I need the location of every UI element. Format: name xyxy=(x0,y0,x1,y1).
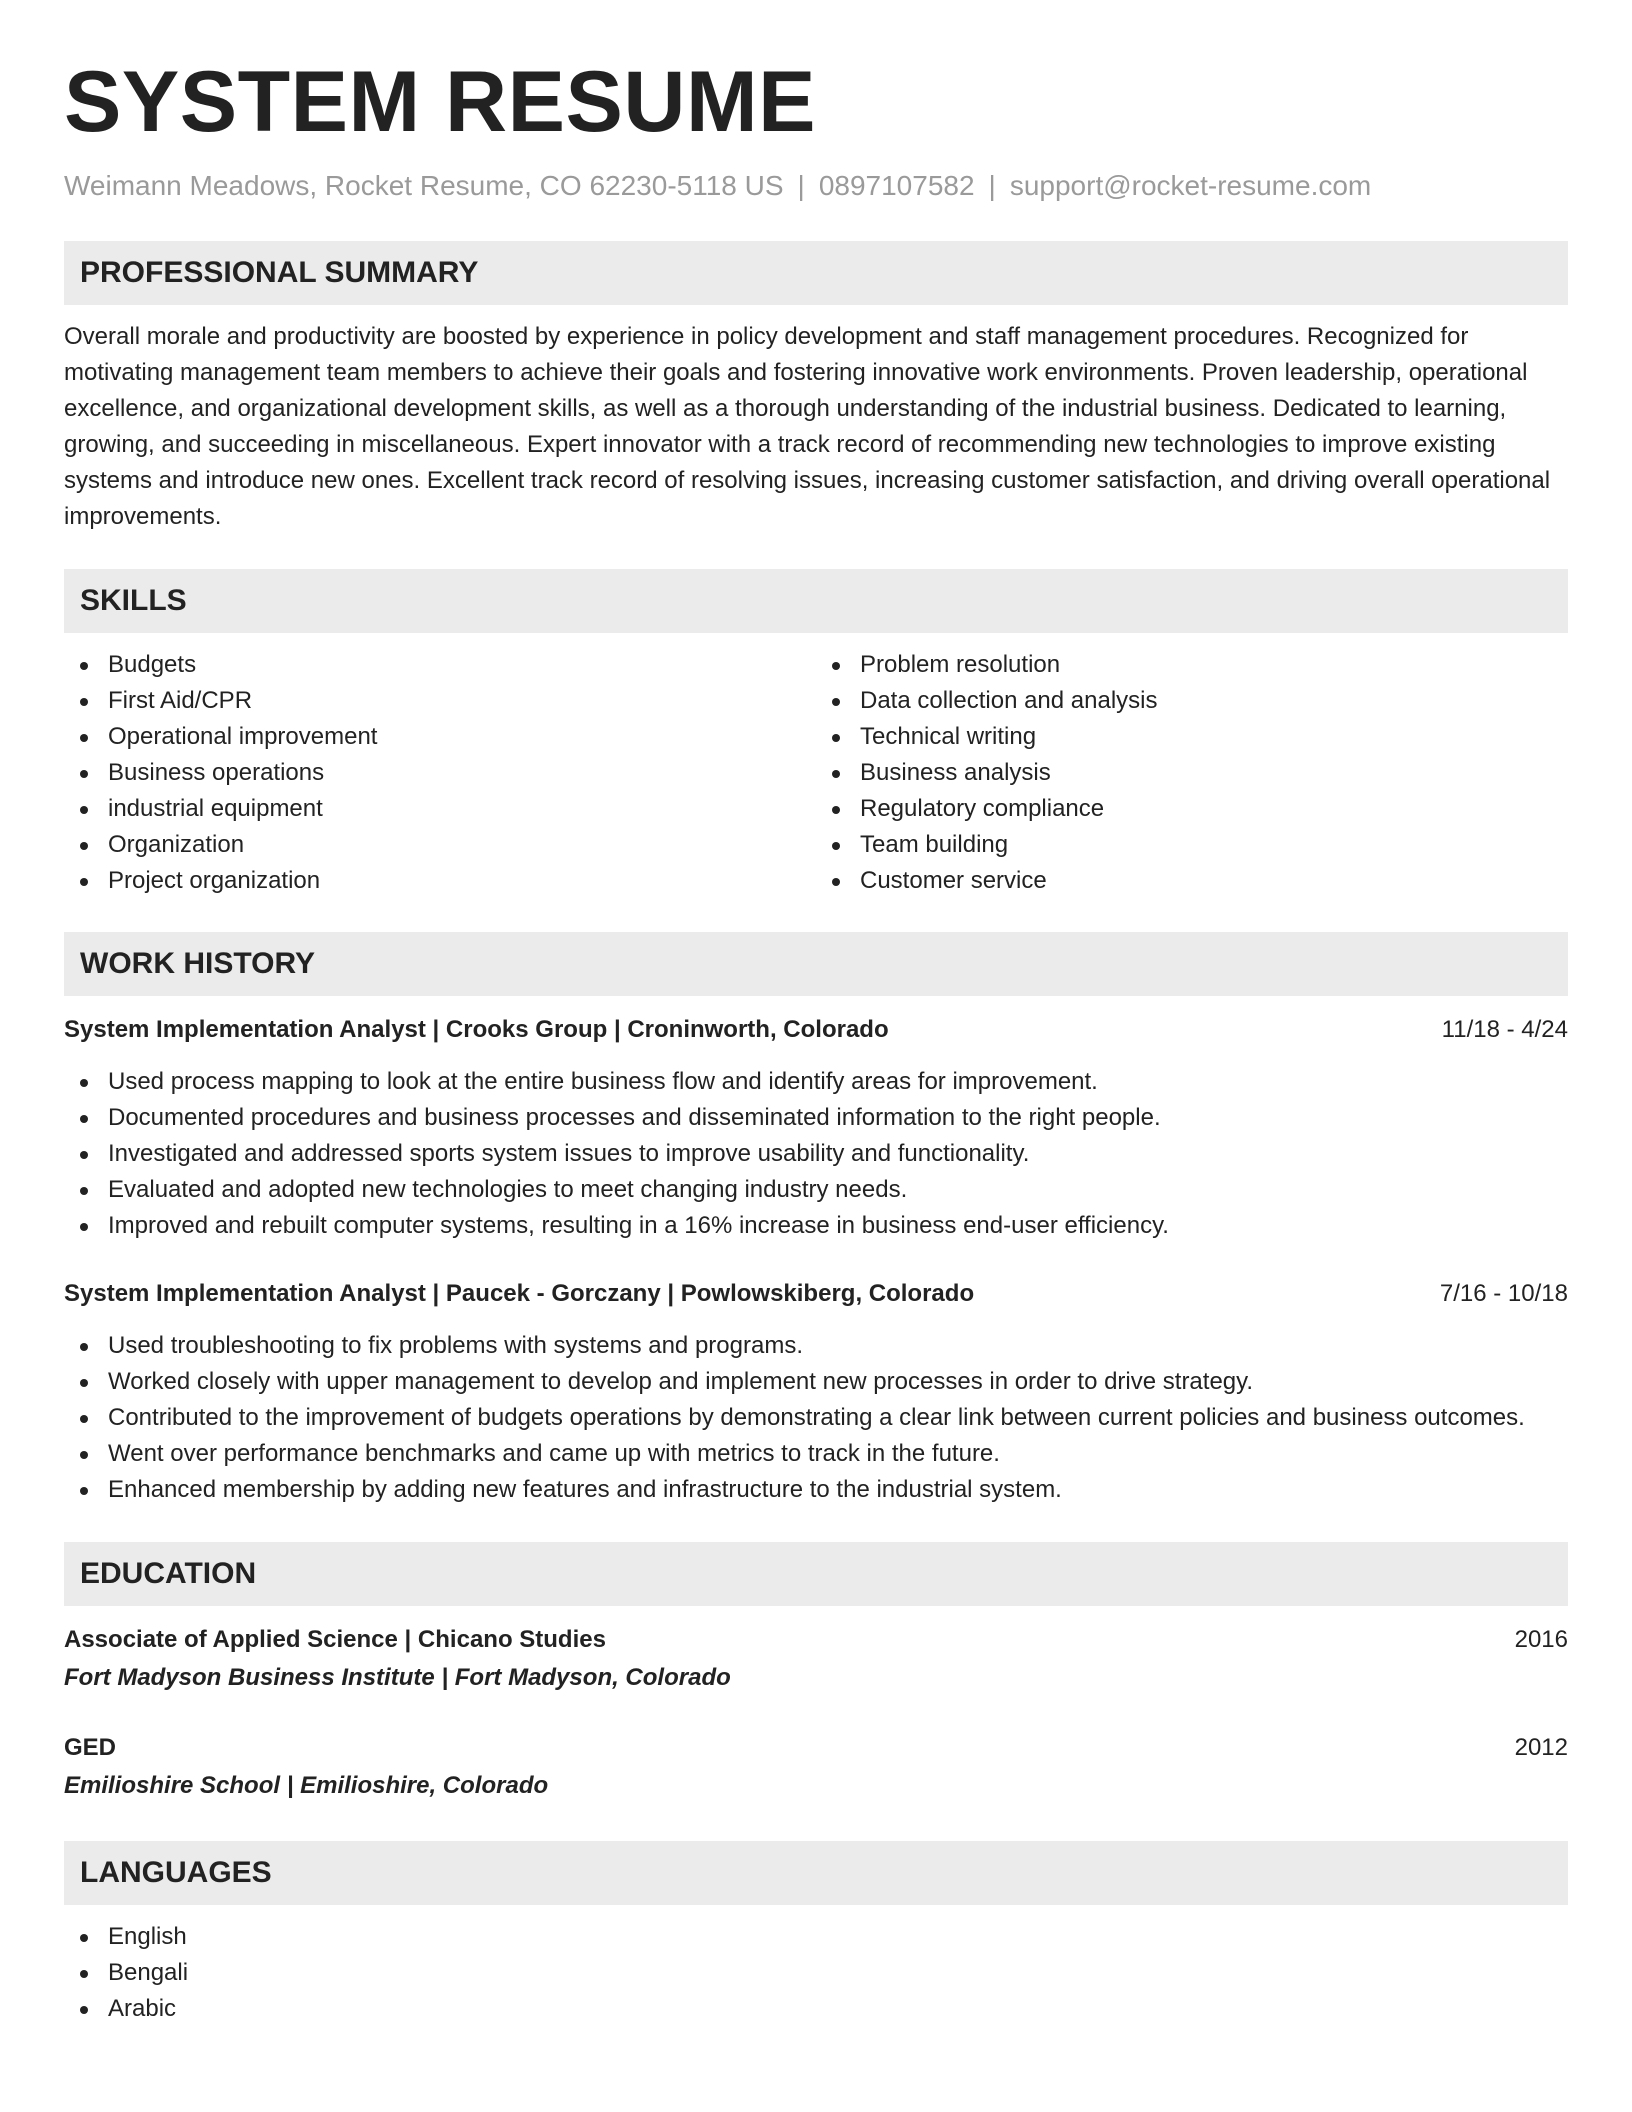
job-entry xyxy=(64,1276,1568,1508)
skills-grid xyxy=(64,647,1568,899)
languages-section xyxy=(64,1841,1568,2027)
skill-item: Regulatory compliance xyxy=(816,791,1568,827)
work-section xyxy=(64,932,1568,1508)
job-bullet: Enhanced membership by adding new features and infrastructure to the industrial system. xyxy=(64,1472,1568,1508)
education-header xyxy=(64,1622,1568,1658)
job-bullet: Worked closely with upper management to develop and implement new processes in order to drive strategy. xyxy=(64,1364,1568,1400)
job-bullet: Improved and rebuilt computer systems, resulting in a 16% increase in business end-user efficiency. xyxy=(64,1208,1568,1244)
skill-item: Organization xyxy=(64,827,816,863)
job-bullet: Used process mapping to look at the entire business flow and identify areas for improvement. xyxy=(64,1064,1568,1100)
skill-item: First Aid/CPR xyxy=(64,683,816,719)
job-header xyxy=(64,1276,1568,1312)
job-bullets xyxy=(64,1064,1568,1244)
education-entry xyxy=(64,1622,1568,1696)
job-bullet: Contributed to the improvement of budgets operations by demonstrating a clear link between current policies and business outcomes. xyxy=(64,1400,1568,1436)
job-header xyxy=(64,1012,1568,1048)
job-dates: 7/16 - 10/18 xyxy=(1439,1280,1568,1307)
skills-list-right xyxy=(816,647,1568,899)
skill-item: Technical writing xyxy=(816,719,1568,755)
job-bullet: Went over performance benchmarks and came up with metrics to track in the future. xyxy=(64,1436,1568,1472)
job-bullet: Used troubleshooting to fix problems with systems and programs. xyxy=(64,1328,1568,1364)
contact-separator: | xyxy=(797,170,805,201)
education-school: Fort Madyson Business Institute | Fort Madyson, Colorado xyxy=(64,1664,731,1691)
skill-item: Problem resolution xyxy=(816,647,1568,683)
skill-item: Team building xyxy=(816,827,1568,863)
education-heading: EDUCATION xyxy=(64,1542,1568,1606)
skill-item: Customer service xyxy=(816,863,1568,899)
job-dates: 11/18 - 4/24 xyxy=(1441,1016,1568,1043)
skill-item: Business analysis xyxy=(816,755,1568,791)
language-item: Arabic xyxy=(64,1991,1568,2027)
languages-heading: LANGUAGES xyxy=(64,1841,1568,1905)
skill-item: Operational improvement xyxy=(64,719,816,755)
job-bullet: Evaluated and adopted new technologies to meet changing industry needs. xyxy=(64,1172,1568,1208)
languages-list xyxy=(64,1919,1568,2027)
job-title: System Implementation Analyst | Paucek - Gorczany | Powlowskiberg, Colorado xyxy=(64,1280,975,1307)
contact-separator: | xyxy=(988,170,996,201)
summary-section xyxy=(64,241,1568,535)
skill-item: Budgets xyxy=(64,647,816,683)
skill-item: Project organization xyxy=(64,863,816,899)
job-entry xyxy=(64,1012,1568,1244)
education-degree: Associate of Applied Science | Chicano Studies xyxy=(64,1626,606,1653)
education-degree: GED xyxy=(64,1734,117,1761)
education-year: 2016 xyxy=(1514,1626,1568,1653)
contact-phone: 0897107582 xyxy=(818,170,975,201)
education-year: 2012 xyxy=(1514,1734,1568,1761)
skills-section xyxy=(64,569,1568,899)
language-item: English xyxy=(64,1919,1568,1955)
skill-item: Data collection and analysis xyxy=(816,683,1568,719)
job-bullet: Documented procedures and business processes and disseminated information to the right people. xyxy=(64,1100,1568,1136)
contact-line xyxy=(64,166,1568,206)
job-bullets xyxy=(64,1328,1568,1508)
skills-list-left xyxy=(64,647,816,899)
skill-item: Business operations xyxy=(64,755,816,791)
skills-heading: SKILLS xyxy=(64,569,1568,633)
job-bullet: Investigated and addressed sports system issues to improve usability and functionality. xyxy=(64,1136,1568,1172)
education-section xyxy=(64,1542,1568,1804)
education-school: Emilioshire School | Emilioshire, Colorado xyxy=(64,1772,549,1799)
skill-item: industrial equipment xyxy=(64,791,816,827)
summary-text: Overall morale and productivity are boosted by experience in policy development and staff management procedures. Recognized for motivating management team members to achieve their goals and fostering innovative work environments. Proven leadership, operational excellence, and organizational development skills, as well as a thorough understanding of the industrial business. Dedicated to learning, growing, and succeeding in miscellaneous. Expert innovator with a track record of recommending new technologies to improve existing systems and introduce new ones. Excellent track record of resolving issues, increasing customer satisfaction, and driving overall operational improvements. xyxy=(64,323,1551,530)
language-item: Bengali xyxy=(64,1955,1568,1991)
work-heading: WORK HISTORY xyxy=(64,932,1568,996)
education-entry xyxy=(64,1730,1568,1804)
contact-address: Weimann Meadows, Rocket Resume, CO 62230-5118 US xyxy=(64,170,784,201)
job-title: System Implementation Analyst | Crooks Group | Croninworth, Colorado xyxy=(64,1016,889,1043)
education-header xyxy=(64,1730,1568,1766)
contact-email: support@rocket-resume.com xyxy=(1009,170,1372,201)
resume-name: SYSTEM RESUME xyxy=(64,54,816,150)
summary-heading: PROFESSIONAL SUMMARY xyxy=(64,241,1568,305)
